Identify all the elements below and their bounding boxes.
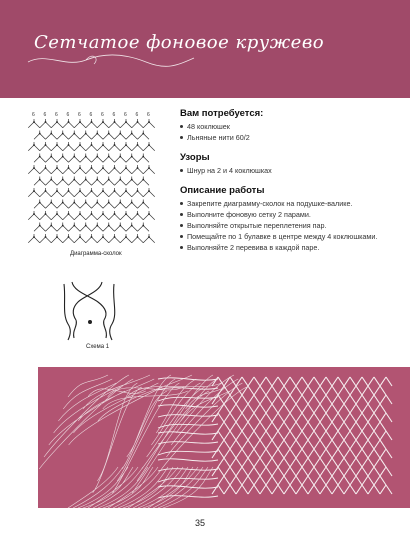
- lace-diagram: [26, 110, 166, 255]
- pin-dot: [50, 225, 52, 227]
- pin-dot: [148, 213, 150, 215]
- pin-dot: [114, 144, 116, 146]
- pin-dot: [68, 236, 70, 238]
- page-number: 35: [195, 518, 206, 528]
- pin-dot: [68, 190, 70, 192]
- pin-dot: [114, 167, 116, 169]
- list-item: Закрепите диаграмму-сколок на подушке-валике.: [180, 198, 395, 209]
- patterns-list: [180, 165, 395, 176]
- pin-dot: [79, 167, 81, 169]
- pin-dot: [45, 121, 47, 123]
- pin-dot: [142, 179, 144, 181]
- pin-dot: [137, 167, 139, 169]
- pin-dot: [102, 144, 104, 146]
- pin-dot: [50, 133, 52, 135]
- pin-dot: [102, 121, 104, 123]
- pin-dot: [137, 121, 139, 123]
- pin-dot: [45, 167, 47, 169]
- pin-label: 6: [55, 112, 58, 118]
- pin-dot: [56, 213, 58, 215]
- list-item: Льняные нити 60/2: [180, 132, 395, 143]
- pin-dot: [39, 133, 41, 135]
- net-lines: [28, 119, 155, 243]
- pin-dot: [108, 202, 110, 204]
- patterns-section: [180, 152, 395, 176]
- pin-dot: [68, 213, 70, 215]
- pin-dot: [96, 133, 98, 135]
- pin-dot: [91, 213, 93, 215]
- pin-label: 6: [135, 112, 139, 118]
- pin-dot: [96, 179, 98, 181]
- pin-dot: [131, 133, 133, 135]
- pin-dot: [62, 133, 64, 135]
- pin-dot: [62, 225, 64, 227]
- pin-dot: [68, 167, 70, 169]
- pin-dot: [142, 225, 144, 227]
- pin-dot: [125, 167, 127, 169]
- pin-dot: [125, 213, 127, 215]
- pin-label: 6: [101, 112, 104, 118]
- pin-dot: [56, 144, 58, 146]
- pin-dot: [131, 202, 133, 204]
- pin-dot: [45, 236, 47, 238]
- pin-dot: [50, 156, 52, 158]
- pin-dot: [68, 121, 70, 123]
- pin-dot: [73, 156, 75, 158]
- pin-dot: [148, 236, 150, 238]
- pin-dot: [137, 213, 139, 215]
- list-item: Шнур на 2 и 4 коклюшках: [180, 165, 395, 176]
- pin-dot: [102, 190, 104, 192]
- pin-dot: [102, 213, 104, 215]
- decorative-swirl-icon: [26, 50, 196, 70]
- pin-dot: [91, 167, 93, 169]
- list-item: Выполняйте открытые переплетения пар.: [180, 220, 395, 231]
- pin-dot: [142, 202, 144, 204]
- lace-photo-image: [38, 367, 410, 508]
- pin-dot: [91, 190, 93, 192]
- pin-dot: [148, 121, 150, 123]
- text-column: [180, 108, 395, 262]
- pin-dot: [85, 133, 87, 135]
- pin-dot: [85, 225, 87, 227]
- pin-dot: [108, 156, 110, 158]
- pin-dot: [56, 190, 58, 192]
- pin-dot: [33, 213, 35, 215]
- lace-net-mesh: [212, 377, 392, 494]
- pin-label: 6: [89, 112, 93, 118]
- pin-dot: [119, 225, 121, 227]
- materials-list: [180, 121, 395, 143]
- list-item: Выполните фоновую сетку 2 парами.: [180, 209, 395, 220]
- pin-label: 6: [66, 112, 70, 118]
- pin-dot: [85, 179, 87, 181]
- scheme-figure: [60, 280, 130, 347]
- pin-dot: [148, 190, 150, 192]
- pin-dot: [119, 202, 121, 204]
- pin-dot: [148, 144, 150, 146]
- pin-dot: [62, 179, 64, 181]
- pin-dot: [45, 144, 47, 146]
- pin-dot: [108, 133, 110, 135]
- instructions-title: Описание работы: [180, 185, 265, 196]
- pin-dot: [142, 156, 144, 158]
- pin-dot: [56, 167, 58, 169]
- pin-dot: [73, 133, 75, 135]
- pin-dot: [114, 121, 116, 123]
- pin-dot: [108, 179, 110, 181]
- lace-photo: [38, 367, 410, 508]
- pin-dot: [114, 190, 116, 192]
- pin-dot: [131, 156, 133, 158]
- pin-dot: [85, 156, 87, 158]
- pin-label: 6: [32, 112, 35, 118]
- pin-label: 6: [78, 112, 81, 118]
- instructions-list: [180, 198, 395, 253]
- pin-label: 6: [112, 112, 116, 118]
- lace-net-diagram: [26, 110, 166, 250]
- pin-label: 6: [43, 112, 47, 118]
- pin-dot: [91, 236, 93, 238]
- pin-dot: [33, 144, 35, 146]
- pin-dot: [96, 202, 98, 204]
- pin-dot: [114, 236, 116, 238]
- page-title: Сетчатое фоновое кружево: [34, 32, 325, 53]
- pin-dot: [102, 167, 104, 169]
- pin-dot: [137, 236, 139, 238]
- pin-dot: [33, 167, 35, 169]
- pin-dot: [102, 236, 104, 238]
- pin-dot: [68, 144, 70, 146]
- pin-dot: [45, 190, 47, 192]
- pin-dot: [125, 190, 127, 192]
- pin-dot: [125, 121, 127, 123]
- pin-dot: [39, 179, 41, 181]
- list-item: Выполняйте 2 перевива в каждой паре.: [180, 242, 395, 253]
- patterns-title: Узоры: [180, 152, 210, 163]
- materials-title: Вам потребуется:: [180, 108, 264, 119]
- pin-dot: [62, 202, 64, 204]
- materials-section: [180, 108, 395, 143]
- pin-dot: [73, 225, 75, 227]
- pin-dot: [96, 156, 98, 158]
- pin-dot: [79, 190, 81, 192]
- pin-dot: [79, 236, 81, 238]
- pin-dot: [50, 179, 52, 181]
- pin-dot: [108, 225, 110, 227]
- pin-dot: [39, 156, 41, 158]
- instructions-section: [180, 185, 395, 253]
- pin-dot: [56, 121, 58, 123]
- list-item: Помещайте по 1 булавке в центре между 4 коклюшками.: [180, 231, 395, 242]
- pin-dot: [131, 225, 133, 227]
- pin-dot: [33, 236, 35, 238]
- pin-dot: [56, 236, 58, 238]
- scheme-caption: Схема 1: [86, 344, 110, 350]
- pin-dot: [96, 225, 98, 227]
- pin-dot: [137, 144, 139, 146]
- pin-dot: [125, 236, 127, 238]
- pin-dot: [85, 202, 87, 204]
- pin-dot: [79, 213, 81, 215]
- pin-dot: [73, 179, 75, 181]
- diagram-caption: Диаграмма-сколок: [70, 251, 122, 257]
- pin-dot: [39, 225, 41, 227]
- pin-dot: [142, 133, 144, 135]
- pin-dot: [148, 167, 150, 169]
- pin-dot: [125, 144, 127, 146]
- pin-dot: [73, 202, 75, 204]
- pin-dot: [79, 121, 81, 123]
- pin-dot: [33, 121, 35, 123]
- pin-dot: [45, 213, 47, 215]
- pin-dot: [79, 144, 81, 146]
- list-item: 48 коклюшек: [180, 121, 395, 132]
- pin-dot: [91, 144, 93, 146]
- pin-dot: [39, 202, 41, 204]
- pin-label: 6: [124, 112, 127, 118]
- twist-scheme-diagram: [60, 280, 130, 342]
- pin-dot: [62, 156, 64, 158]
- pin-label: 6: [147, 112, 150, 118]
- pin-dot: [119, 133, 121, 135]
- pin-dot: [137, 190, 139, 192]
- pin-dot: [91, 121, 93, 123]
- pin-dot: [131, 179, 133, 181]
- pin-dot: [119, 156, 121, 158]
- pin-dot: [50, 202, 52, 204]
- pin-dot: [114, 213, 116, 215]
- pin-dot: [119, 179, 121, 181]
- pin-dot: [33, 190, 35, 192]
